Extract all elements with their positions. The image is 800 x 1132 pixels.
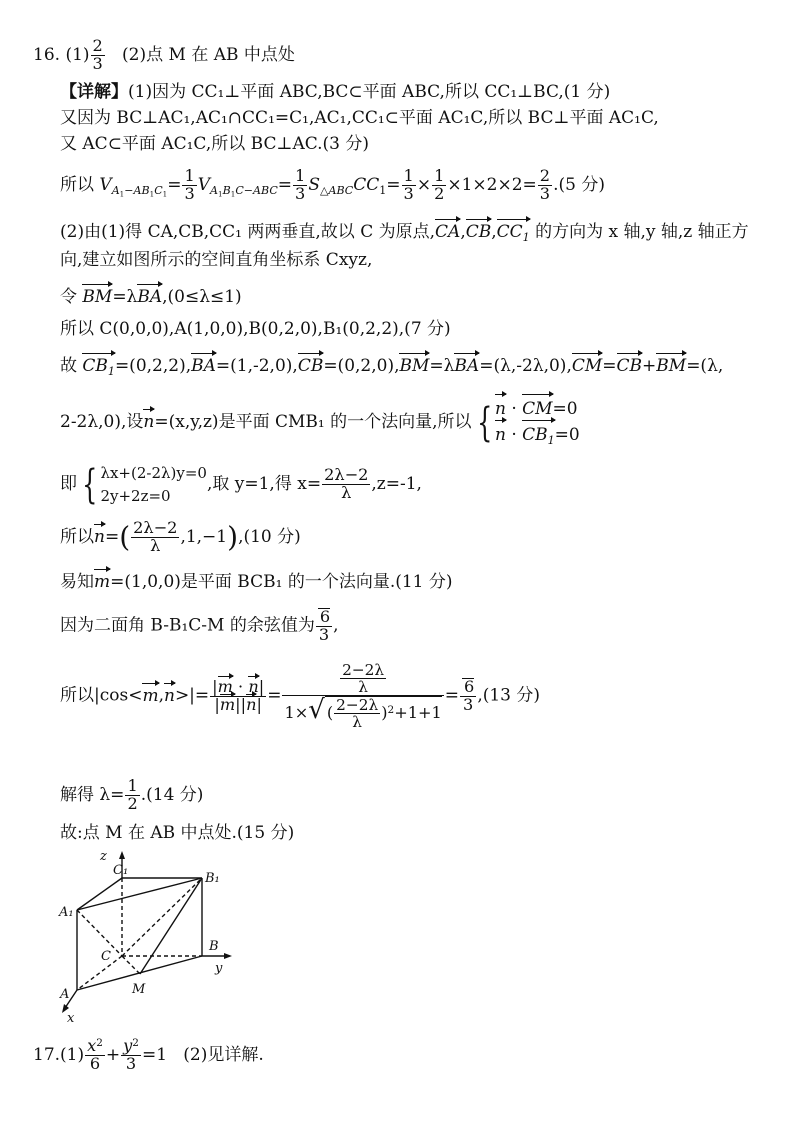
label-b1: B₁ xyxy=(205,871,220,886)
m-line: 易知m=(1,0,0)是平面 BCB₁ 的一个法向量.(11 分) xyxy=(60,572,453,592)
label-m: M xyxy=(132,982,146,997)
q16-heading xyxy=(33,38,295,73)
edge-a1c1 xyxy=(77,878,122,910)
label-x: x xyxy=(67,1011,75,1026)
prism-figure xyxy=(55,848,245,1028)
q17-heading: 17.(1) $\frac{x^2}{6}$ + $\frac{y^2}{3}$ =1 (2)见详解. xyxy=(33,1036,264,1073)
edge-a1b1 xyxy=(77,878,202,910)
q16-answer1-fraction: $\frac{2}{3}$ xyxy=(92,36,103,73)
label-a1: A₁ xyxy=(59,905,74,920)
label-z: z xyxy=(100,849,107,864)
label-c1: C₁ xyxy=(113,863,129,878)
detail-text-1: (1)因为 CC₁⊥平面 ABC,BC⊂平面 ABC,所以 CC₁⊥BC,(1 分) xyxy=(128,82,611,102)
edge-a1c xyxy=(77,910,122,956)
detail-line-1 xyxy=(60,82,610,102)
y-arrow xyxy=(224,953,232,959)
label-y: y xyxy=(215,961,223,976)
detail-line-3: 又 AC⊂平面 AC₁C,所以 BC⊥AC.(3 分) xyxy=(60,134,370,154)
q17-answer2: (2)见详解. xyxy=(183,1044,264,1065)
label-c: C xyxy=(101,949,111,964)
edge-ca xyxy=(77,956,122,990)
part2-line-1: (2)由(1)得 CA,CB,CC₁ 两两垂直,故以 C 为原点$,CA,CB,CC_1$ 的方向为 x 轴,y 轴,z 轴正方 xyxy=(60,222,749,244)
part2-line-2: 向,建立如图所示的空间直角坐标系 Cxyz, xyxy=(60,250,373,270)
q16-answer1-label: (1) xyxy=(65,44,90,65)
detail-line-2: 又因为 BC⊥AC₁,AC₁∩CC₁=C₁,AC₁,CC₁⊂平面 AC₁C,所以 BC⊥平面 AC₁C, xyxy=(60,108,659,128)
system-line: 即 { λx+(2-2λ)y=0 2y+2z=0,取 y=1,得 x= $\frac{2\lambda-2}{\lambda}$ ,z=-1, xyxy=(60,461,422,508)
z-arrow xyxy=(119,851,125,859)
cos-formula: 所以|cos<m,n>|= $\frac{|m \cdot n|}{|m||n|}$ = $\frac{2-2\lambda}{\lambda}$ 1×√ ( $\frac{2-2\lambda}{\lambda}$ )$^2$+1+1 = $\frac{6}{3}$ ,(13 分) xyxy=(60,661,541,732)
label-b: B xyxy=(209,939,219,954)
edge-cb1 xyxy=(122,878,202,956)
normal-line: 2-2λ,0),设n=(x,y,z)是平面 CMB₁ 的一个法向量,所以 { n · CM=0 $n \cdot CB_1=0$ xyxy=(60,399,580,447)
solve-line: 解得 λ= $\frac{1}{2}$ .(14 分) xyxy=(60,776,204,813)
q16-number: 16. xyxy=(33,44,61,65)
conclusion-line: 故:点 M 在 AB 中点处.(15 分) xyxy=(60,823,295,843)
vectors-line: 故 $CB_1=(0,2,2),BA=(1,-2,0),CB=(0,2,0),BM=\lambda BA=(\lambda,-2\lambda,0),CM=CB+BM=(\lambda$, xyxy=(60,356,724,378)
volume-line: 所以 $V_{A_1-AB_1C_1}=$ $\frac{1}{3}$ $V_{A_1B_1C-ABC}=$ $\frac{1}{3}$ $S_{\triangle ABC}CC_1=$ $\frac{1}{3}$ × $\frac{1}{2}$ ×1×2×2= $\frac{2}{3}$ .(5 分) xyxy=(60,166,605,203)
n-line: 所以n=( $\frac{2\lambda-2}{\lambda}$ ,1,−1),(10 分) xyxy=(60,518,301,555)
detail-tag: 【详解】 xyxy=(60,82,128,102)
q17-number: 17. xyxy=(33,1044,61,1065)
q16-answer2: (2)点 M 在 AB 中点处 xyxy=(122,44,295,65)
label-a: A xyxy=(60,987,70,1002)
let-line: 令 BM=λBA,(0≤λ≤1) xyxy=(60,287,242,307)
cos-line: 因为二面角 B-B₁C-M 的余弦值为 $\frac{6}{3}$ , xyxy=(60,607,339,644)
edge-cm xyxy=(122,956,140,974)
coords-line: 所以 C(0,0,0),A(1,0,0),B(0,2,0),B₁(0,2,2),(7 分) xyxy=(60,319,451,339)
edge-mb1 xyxy=(140,878,202,974)
